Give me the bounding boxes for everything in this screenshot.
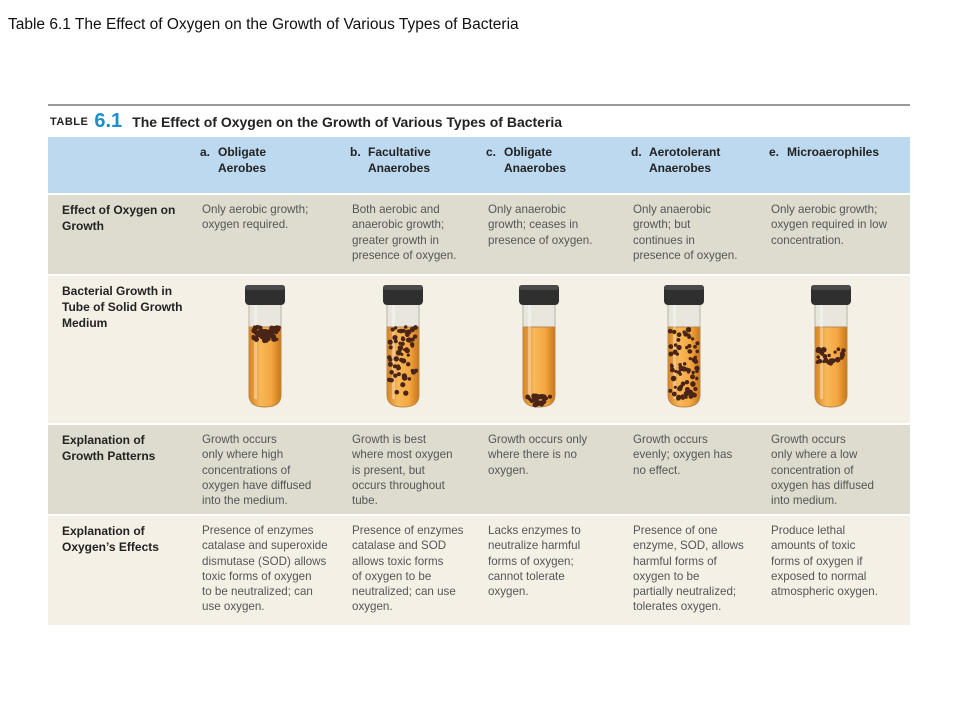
data-table	[48, 137, 910, 625]
bacterial-colony	[691, 337, 694, 340]
bacterial-colony	[691, 371, 694, 374]
bacterial-colony	[672, 392, 677, 397]
bacterial-colony	[691, 383, 695, 387]
bacterial-colony	[538, 401, 543, 406]
bacterial-colony	[400, 382, 405, 387]
tube-cell	[769, 276, 910, 423]
table-row-explanation	[48, 425, 910, 514]
bacterial-colony	[394, 390, 399, 395]
bacterial-colony	[695, 369, 699, 373]
bacterial-colony	[262, 336, 268, 342]
bacterial-colony	[397, 372, 401, 376]
bacterial-colony	[687, 349, 692, 354]
bacterial-colony	[829, 358, 833, 362]
bacterial-colony	[683, 332, 688, 337]
bacterial-colony	[695, 377, 698, 380]
bacterial-colony	[399, 329, 404, 334]
column-name: Obligate Anaerobes	[504, 145, 567, 175]
bacterial-colony	[275, 325, 279, 329]
glass-highlight	[254, 303, 257, 399]
glass-highlight	[528, 303, 531, 399]
test-tube-icon	[808, 283, 854, 411]
bacterial-colony	[406, 362, 410, 366]
bacterial-colony	[685, 380, 689, 384]
slide-title: Table 6.1 The Effect of Oxygen on the Growth of Various Types of Bacteria	[8, 16, 519, 33]
test-tube-icon	[380, 283, 426, 411]
row-label-oxygen: Explanation of Oxygen’s Effects	[48, 516, 200, 625]
bacterial-colony	[402, 375, 408, 381]
bacterial-colony	[671, 376, 677, 382]
bacterial-colony	[407, 337, 412, 342]
bacterial-colony	[525, 394, 530, 399]
bacterial-colony	[410, 342, 414, 346]
bacterial-colony	[272, 338, 276, 342]
table-cell: Growth occurs only where high concentrations of oxygen have diffused into the medium.	[200, 425, 350, 514]
bacterial-colony	[403, 348, 406, 351]
bacterial-colony	[393, 373, 397, 377]
table-cell: Lacks enzymes to neutralize harmful forms of oxygen; cannot tolerate oxygen.	[486, 516, 631, 625]
bacterial-colony	[674, 370, 677, 373]
bacterial-colony	[389, 370, 394, 375]
bacterial-colony	[397, 366, 401, 370]
bacterial-colony	[837, 347, 841, 351]
bacterial-colony	[411, 327, 415, 331]
bacterial-colony	[670, 365, 674, 369]
table-cell: Presence of enzymes catalase and SOD allows toxic forms of oxygen to be neutralized; can use oxygen.	[350, 516, 486, 625]
column-header-obligate-aerobes	[200, 137, 350, 193]
bacterial-colony	[833, 350, 836, 353]
bacterial-colony	[535, 398, 538, 401]
bacteria-oxygen-table	[48, 104, 910, 625]
bacterial-colony	[673, 350, 678, 355]
bacterial-colony	[824, 355, 828, 359]
bacterial-colony	[693, 387, 697, 391]
bacterial-colony	[672, 330, 676, 334]
table-cell: Growth occurs evenly; oxygen has no effect.	[631, 425, 769, 514]
header-blank-cell	[48, 137, 200, 193]
row-label-explanation: Explanation of Growth Patterns	[48, 425, 200, 514]
caption-title: The Effect of Oxygen on the Growth of Various Types of Bacteria	[132, 113, 563, 130]
row-label-effect: Effect of Oxygen on Growth	[48, 195, 200, 274]
tube-cap-rim	[811, 285, 851, 290]
bacterial-colony	[676, 395, 681, 400]
bacterial-colony	[687, 344, 691, 348]
bacterial-colony	[676, 338, 680, 342]
bacterial-colony	[259, 326, 262, 329]
tube-cap-rim	[664, 285, 704, 290]
bacterial-colony	[668, 389, 672, 393]
table-row-tubes	[48, 276, 910, 423]
table-cell: Growth occurs only where there is no oxygen.	[486, 425, 631, 514]
bacterial-colony	[406, 329, 411, 334]
tube-cell	[631, 276, 769, 423]
bacterial-colony	[681, 396, 685, 400]
column-header-aerotolerant-anaerobes	[631, 137, 769, 193]
bacterial-colony	[816, 355, 820, 359]
bacterial-colony	[689, 357, 692, 360]
glass-highlight	[392, 303, 395, 399]
bacterial-colony	[394, 339, 398, 343]
bacterial-colony	[252, 336, 256, 340]
tube-cap-rim	[245, 285, 285, 290]
bacterial-colony	[685, 396, 688, 399]
column-letter: a.	[200, 145, 211, 159]
column-header-facultative-anaerobes	[350, 137, 486, 193]
bacterial-colony	[679, 373, 682, 376]
bacterial-colony	[696, 350, 700, 354]
column-header-obligate-anaerobes	[486, 137, 631, 193]
table-cell: Only aerobic growth; oxygen required.	[200, 195, 350, 274]
column-name: Obligate Aerobes	[218, 145, 267, 175]
bacterial-colony	[686, 327, 691, 332]
bacterial-colony	[544, 396, 548, 400]
bacterial-colony	[403, 390, 408, 395]
bacterial-colony	[695, 341, 699, 345]
bacterial-colony	[389, 345, 393, 349]
tube-cell	[200, 276, 350, 423]
column-letter: d.	[631, 145, 642, 159]
column-name: Microaerophiles	[787, 145, 880, 159]
bacterial-colony	[693, 345, 697, 349]
bacterial-colony	[388, 362, 393, 367]
bacterial-colony	[414, 369, 418, 373]
table-row-oxygen-effects	[48, 516, 910, 625]
bacterial-colony	[396, 350, 402, 356]
bacterial-colony	[816, 360, 820, 364]
bacterial-colony	[399, 358, 403, 362]
test-tube-icon	[516, 283, 562, 411]
bacterial-colony	[674, 343, 678, 347]
bacterial-colony	[670, 368, 675, 373]
table-cell: Only aerobic growth; oxygen required in low concentration.	[769, 195, 910, 274]
caption-label: TABLE	[50, 115, 89, 128]
tube-cap-rim	[383, 285, 423, 290]
table-cell: Growth is best where most oxygen is present, but occurs throughout tube.	[350, 425, 486, 514]
table-header-row	[48, 137, 910, 193]
test-tube-icon	[661, 283, 707, 411]
table-cell: Growth occurs only where a low concentration of oxygen has diffused into medium.	[769, 425, 910, 514]
row-label-tube: Bacterial Growth in Tube of Solid Growth Medium	[48, 276, 200, 423]
bacterial-colony	[668, 344, 673, 349]
bacterial-colony	[689, 391, 694, 396]
bacterial-colony	[677, 345, 682, 350]
table-cell: Produce lethal amounts of toxic forms of oxygen if exposed to normal atmospheric oxygen.	[769, 516, 910, 625]
bacterial-colony	[835, 357, 841, 363]
bacterial-colony	[407, 353, 410, 356]
caption-number: 6.1	[94, 110, 123, 132]
bacterial-colony	[668, 329, 673, 334]
bacterial-colony	[823, 348, 827, 352]
bacterial-colony	[258, 333, 263, 338]
table-cell: Only anaerobic growth; ceases in presence of oxygen.	[486, 195, 631, 274]
growth-medium	[815, 327, 847, 407]
bacterial-colony	[678, 365, 683, 370]
bacterial-colony	[840, 352, 845, 357]
bacterial-colony	[398, 342, 401, 345]
bacterial-colony	[401, 337, 406, 342]
column-letter: b.	[350, 145, 361, 159]
tube-cell	[350, 276, 486, 423]
bacterial-colony	[388, 339, 393, 344]
column-letter: e.	[769, 145, 780, 159]
bacterial-colony	[690, 374, 695, 379]
table-cell: Presence of one enzyme, SOD, allows harmful forms of oxygen to be partially neutralized; tolerates oxygen.	[631, 516, 769, 625]
bacterial-colony	[394, 356, 399, 361]
column-letter: c.	[486, 145, 497, 159]
bacterial-colony	[679, 385, 683, 389]
table-row-effect	[48, 195, 910, 274]
bacterial-colony	[548, 395, 552, 399]
column-name: Aerotolerant Anaerobes	[649, 145, 721, 175]
column-name: Facultative Anaerobes	[368, 145, 431, 175]
bacterial-colony	[391, 327, 395, 331]
bacterial-colony	[253, 325, 257, 329]
bacterial-colony	[389, 378, 394, 383]
bacterial-colony	[271, 333, 275, 337]
table-cell: Presence of enzymes catalase and superoxide dismutase (SOD) allows toxic forms of oxygen to be neutralized; can use oxygen.	[200, 516, 350, 625]
tube-cap-rim	[519, 285, 559, 290]
bacterial-colony	[674, 386, 677, 389]
bacterial-colony	[404, 325, 408, 329]
bacterial-colony	[387, 355, 392, 360]
table-caption	[48, 106, 910, 137]
tube-cell	[486, 276, 631, 423]
column-header-microaerophiles	[769, 137, 910, 193]
table-cell: Both aerobic and anaerobic growth; greater growth in presence of oxygen.	[350, 195, 486, 274]
bacterial-colony	[683, 362, 686, 365]
bacterial-colony	[677, 332, 682, 337]
table-cell: Only anaerobic growth; but continues in presence of oxygen.	[631, 195, 769, 274]
bacterial-colony	[827, 354, 831, 358]
bacterial-colony	[818, 350, 822, 354]
bacterial-colony	[408, 377, 412, 381]
bacterial-colony	[693, 359, 698, 364]
test-tube-icon	[242, 283, 288, 411]
